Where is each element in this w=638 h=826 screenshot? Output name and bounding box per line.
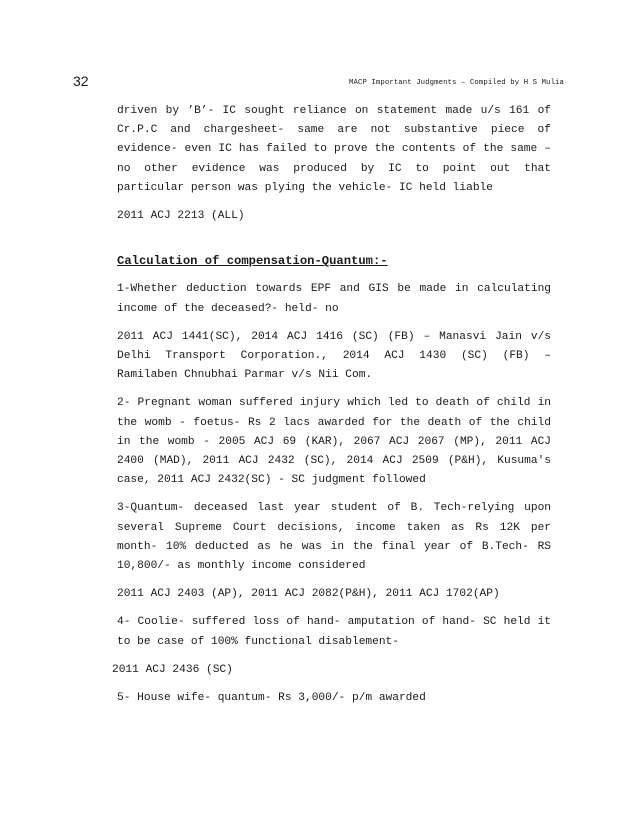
citation-acj-2213: 2011 ACJ 2213 (ALL)	[117, 210, 245, 223]
citation-acj-2436: 2011 ACJ 2436 (SC)	[112, 663, 233, 676]
paragraph-btech-student-quantum: 3-Quantum- deceased last year student of B. Tech-relying upon several Supreme Court decisions, income taken as Rs 12K per month- 10% deducted as he was in the final year of B.Tech- RS 10,800/- as monthly income considered	[117, 502, 551, 573]
section-heading-compensation: Calculation of compensation-Quantum:-	[117, 254, 388, 269]
paragraph-epf-gis-deduction: 1-Whether deduction towards EPF and GIS be made in calculating income of the deceased?- held- no	[117, 283, 551, 315]
running-header: MACP Important Judgments – Compiled by H S Mulia	[349, 79, 564, 87]
paragraph-ic-liability: driven by ’B’- IC sought reliance on statement made u/s 161 of Cr.P.C and chargesheet- same are not substantive piece of evidence- even IC has failed to prove the contents of the same – no other evidence was produced by IC to point out that particular person was plying the vehicle- IC held liable	[117, 105, 551, 194]
paragraph-epf-citations: 2011 ACJ 1441(SC), 2014 ACJ 1416 (SC) (FB) – Manasvi Jain v/s Delhi Transport Corporation., 2014 ACJ 1430 (SC) (FB) – Ramilaben Chnubhai Parmar v/s Nii Com.	[117, 330, 551, 382]
paragraph-btech-citations: 2011 ACJ 2403 (AP), 2011 ACJ 2082(P&H), 2011 ACJ 1702(AP)	[117, 588, 500, 601]
paragraph-coolie-disablement: 4- Coolie- suffered loss of hand- amputation of hand- SC held it to be case of 100% functional disablement-	[117, 616, 551, 648]
page-number: 32	[73, 73, 89, 89]
paragraph-housewife-quantum: 5- House wife- quantum- Rs 3,000/- p/m awarded	[117, 692, 426, 705]
document-body	[112, 102, 551, 717]
paragraph-pregnant-woman: 2- Pregnant woman suffered injury which led to death of child in the womb - foetus- Rs 2 lacs awarded for the death of the child in the womb - 2005 ACJ 69 (KAR), 2067 ACJ 2067 (MP), 2011 ACJ 2400 (MAD), 2011 ACJ 2432 (SC), 2014 ACJ 2509 (P&H), Kusuma's case, 2011 ACJ 2432(SC) - SC judgment followed	[117, 397, 551, 487]
